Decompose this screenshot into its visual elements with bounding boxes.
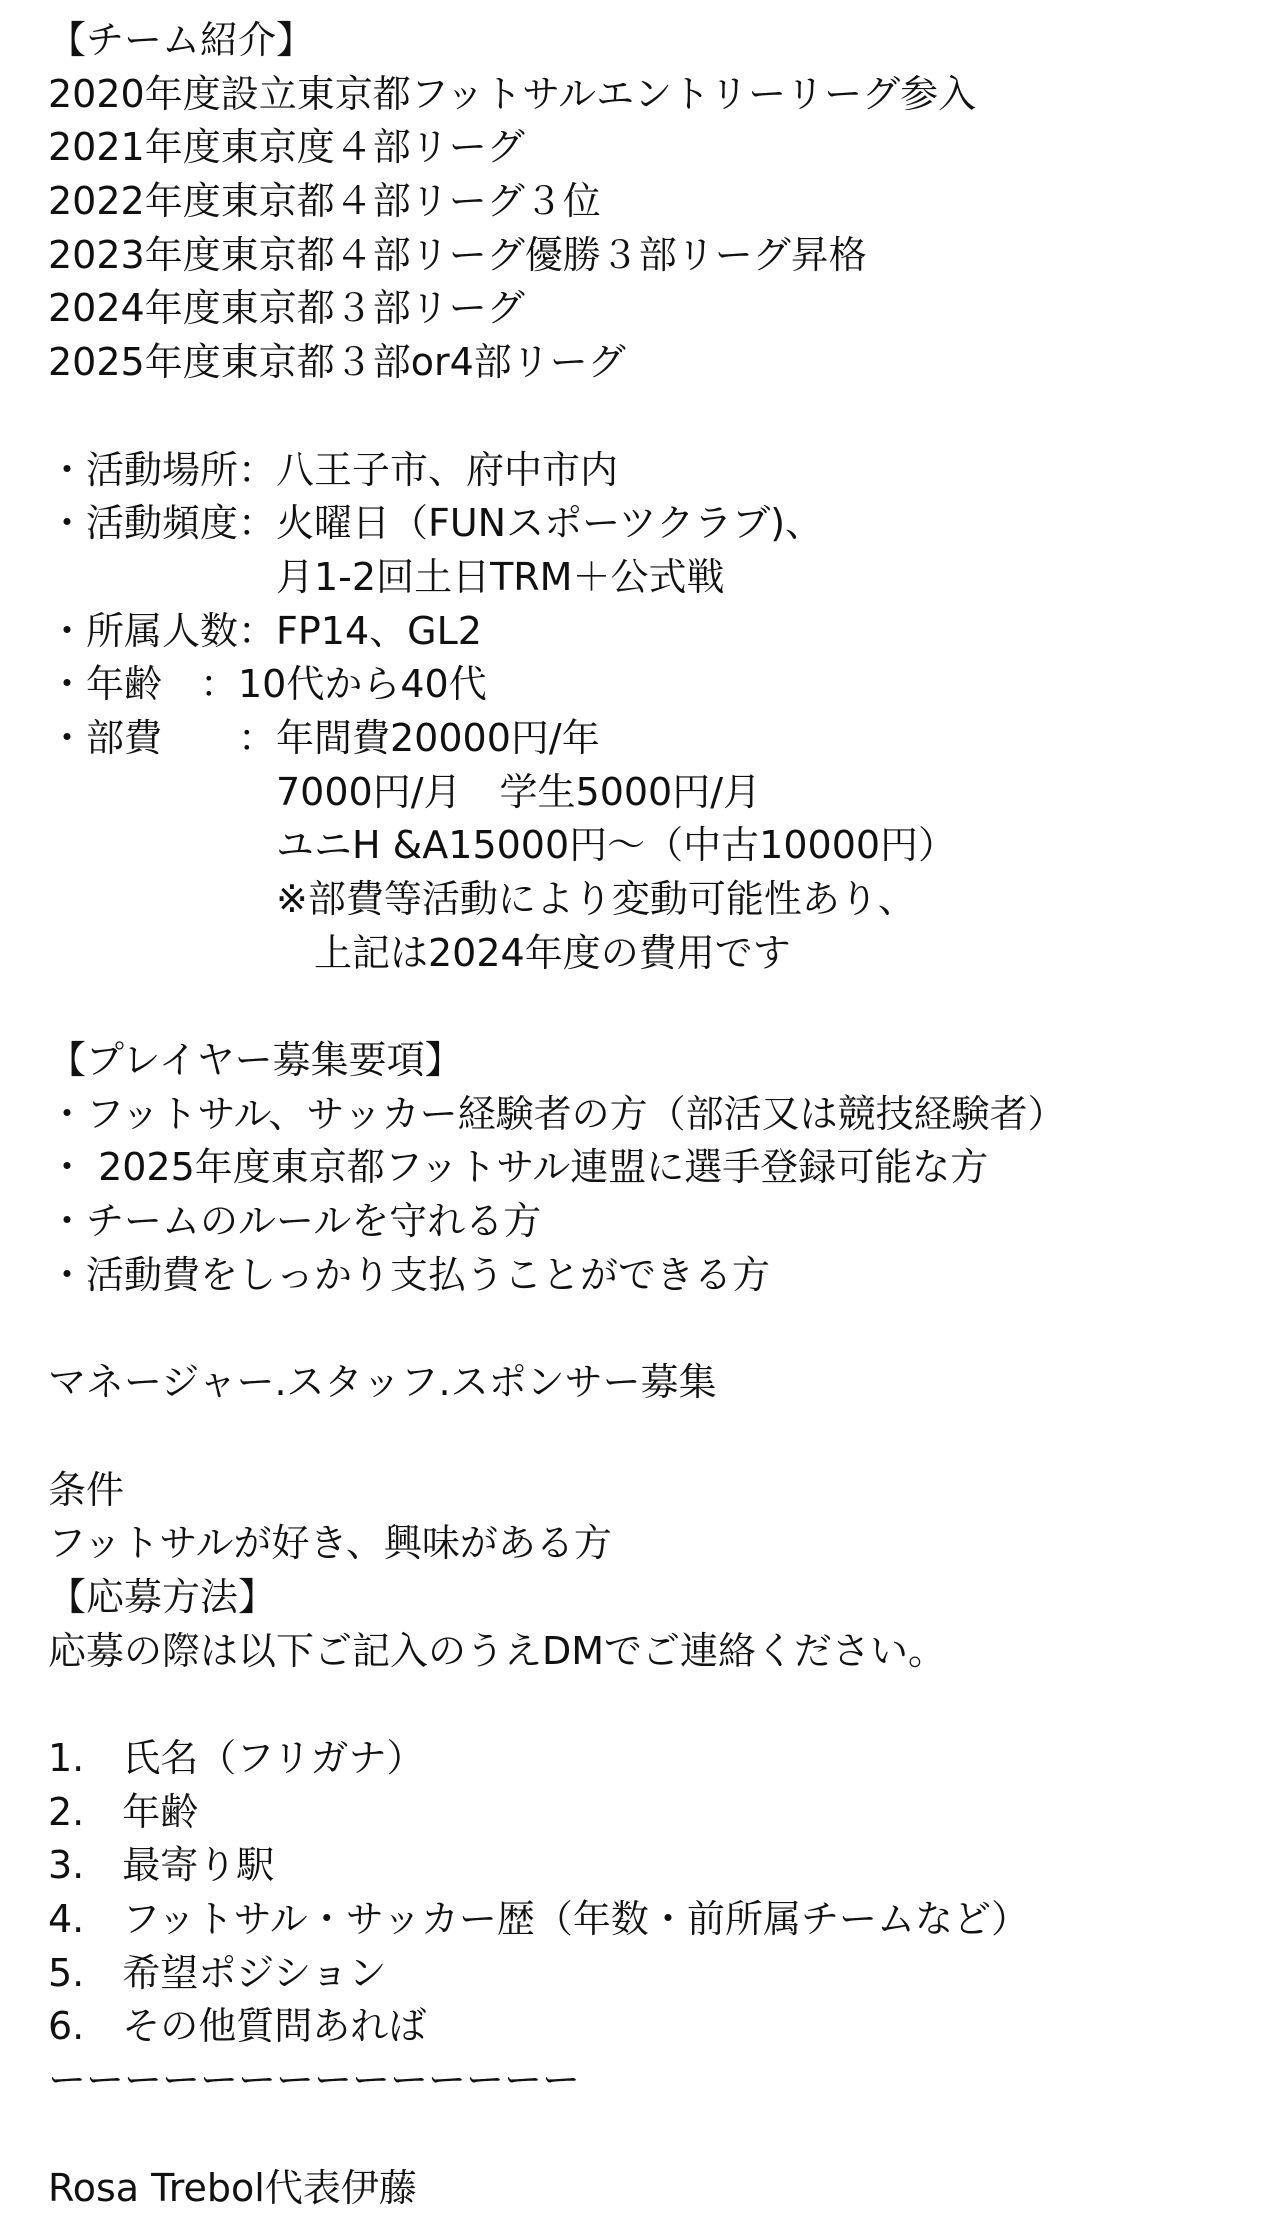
history-line: 2021年度東京度４部リーグ	[48, 125, 525, 170]
info-age: ・年齢 ：10代から40代	[48, 662, 487, 707]
application-list-item: 3. 最寄り駅	[48, 1843, 275, 1888]
document-body	[48, 14, 1248, 2215]
info-fee-note-cont: 上記は2024年度の費用です	[48, 930, 791, 975]
requirement-item: ・フットサル、サッカー経験者の方（部活又は競技経験者）	[48, 1091, 1066, 1136]
info-members: ・所属人数：FP14、GL2	[48, 608, 482, 653]
blank-line	[48, 1303, 1248, 1357]
application-list-item: 5. 希望ポジション	[48, 1950, 387, 1995]
application-list-item: 1. 氏名（フリガナ）	[48, 1736, 425, 1780]
blank-line	[48, 1678, 1248, 1732]
history-line: 2020年度設立東京都フットサルエントリーリーグ参入	[48, 71, 977, 116]
blank-line	[48, 2108, 1248, 2162]
application-list-item: 2. 年齢	[48, 1789, 199, 1834]
blank-line	[48, 1410, 1248, 1464]
history-line: 2022年度東京都４部リーグ３位	[48, 179, 601, 224]
info-activity-location: ・活動場所：八王子市、府中市内	[48, 447, 619, 492]
staff-recruitment: マネージャー.スタッフ.スポンサー募集	[48, 1360, 717, 1405]
info-fee-note: ※部費等活動により変動可能性あり、	[48, 877, 916, 921]
section-heading-team-intro: 【チーム紹介】	[48, 18, 315, 62]
section-heading-player-recruitment: 【プレイヤー募集要項】	[48, 1038, 463, 1083]
application-instructions: 応募の際は以下ご記入のうえDMでご連絡ください。	[48, 1628, 947, 1673]
info-fee-cont: 7000円/月 学生5000円/月	[48, 769, 762, 814]
info-fee-cont: ユニH &A15000円〜（中古10000円）	[48, 823, 957, 868]
divider-line: ーーーーーーーーーーーーーー	[48, 2058, 581, 2103]
blank-line	[48, 390, 1248, 444]
history-line: 2023年度東京都４部リーグ優勝３部リーグ昇格	[48, 232, 867, 277]
info-activity-frequency-cont: 月1-2回土日TRM＋公式戦	[48, 554, 725, 599]
signature: Rosa Trebol代表伊藤	[48, 2165, 417, 2210]
history-line: 2025年度東京都３部or4部リーグ	[48, 340, 626, 385]
history-line: 2024年度東京都３部リーグ	[48, 286, 525, 331]
blank-line	[48, 980, 1248, 1034]
requirement-item: ・活動費をしっかり支払うことができる方	[48, 1252, 771, 1297]
info-activity-frequency: ・活動頻度：火曜日（FUNスポーツクラブ)、	[48, 501, 824, 546]
application-list-item: 6. その他質問あれば	[48, 2004, 427, 2049]
application-list-item: 4. フットサル・サッカー歴（年数・前所属チームなど）	[48, 1897, 1029, 1942]
conditions-text: フットサルが好き、興味がある方	[48, 1521, 612, 1566]
requirement-item: ・ 2025年度東京都フットサル連盟に選手登録可能な方	[48, 1145, 989, 1190]
conditions-heading: 条件	[48, 1467, 125, 1512]
requirement-item: ・チームのルールを守れる方	[48, 1199, 542, 1244]
info-fee: ・部費 ：年間費20000円/年	[48, 715, 600, 760]
section-heading-application: 【応募方法】	[48, 1574, 277, 1619]
